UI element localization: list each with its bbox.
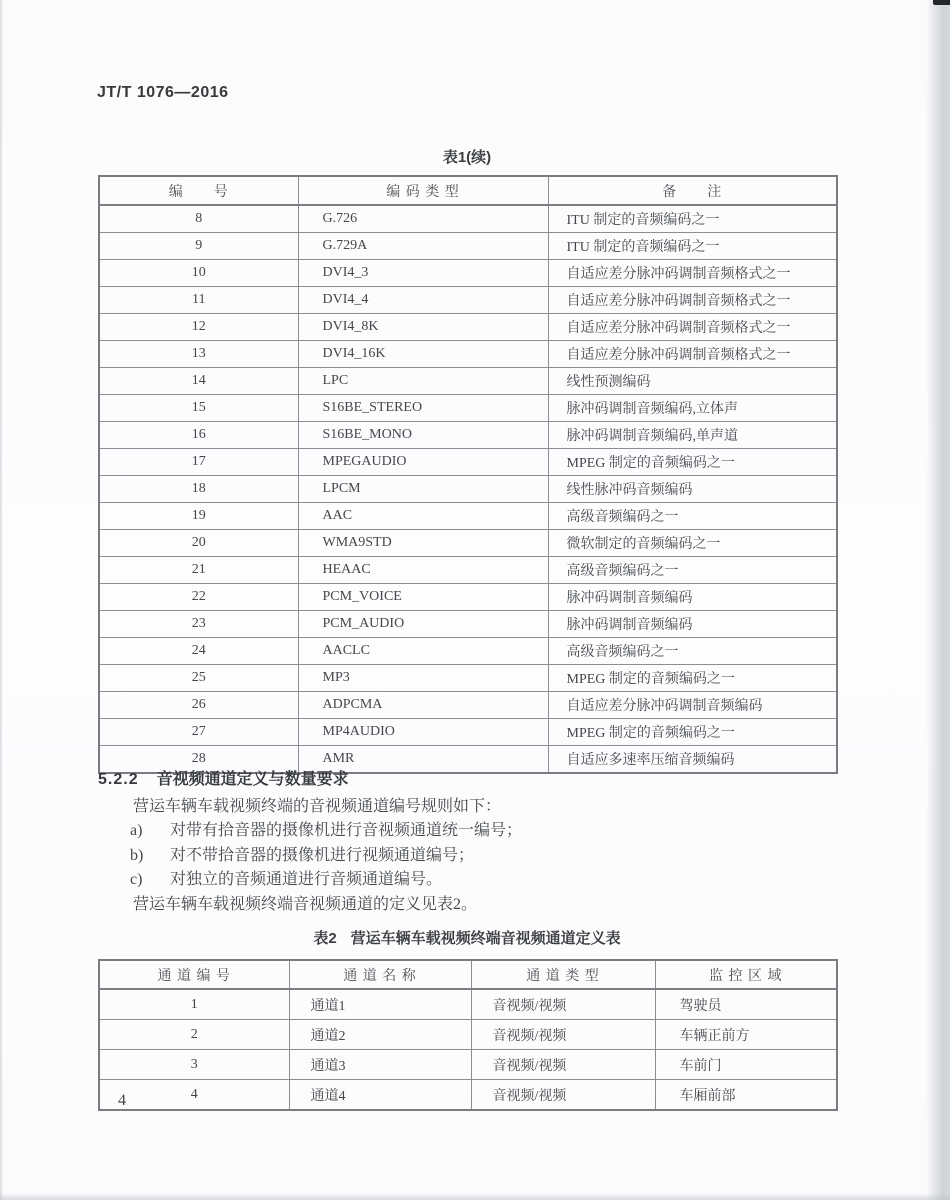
table-cell-codec-type: G.726 bbox=[298, 205, 548, 233]
table-cell-number: 23 bbox=[99, 611, 298, 638]
codec-table-header bbox=[99, 176, 837, 205]
table-cell-remark: 高级音频编码之一 bbox=[548, 638, 837, 665]
table-cell-remark: 线性脉冲码音频编码 bbox=[548, 476, 837, 503]
paragraph-line bbox=[98, 893, 840, 917]
table-header-row bbox=[99, 176, 837, 205]
table-cell-number: 13 bbox=[99, 341, 298, 368]
table-row bbox=[99, 638, 837, 665]
table-cell-remark: ITU 制定的音频编码之一 bbox=[548, 233, 837, 260]
table-row bbox=[99, 692, 837, 719]
table-cell-channel-name: 通道3 bbox=[289, 1050, 471, 1080]
paragraph-line-text: 对独立的音频通道进行音频通道编号。 bbox=[170, 871, 443, 889]
table-cell-codec-type: DVI4_4 bbox=[298, 287, 548, 314]
table-cell-codec-type: LPCM bbox=[298, 476, 548, 503]
table-header-cell: 通 道 类 型 bbox=[471, 960, 655, 989]
table-cell-remark: 自适应差分脉冲码调制音频格式之一 bbox=[548, 314, 837, 341]
paragraph-line bbox=[98, 844, 840, 868]
paragraph-line-text: 对带有拾音器的摄像机进行音视频通道统一编号； bbox=[170, 822, 523, 840]
table-cell-codec-type: G.729A bbox=[298, 233, 548, 260]
table-cell-remark: 高级音频编码之一 bbox=[548, 557, 837, 584]
table-cell-remark: 脉冲码调制音频编码 bbox=[548, 584, 837, 611]
scan-shadow-left-edge bbox=[0, 0, 3, 1200]
table-cell-number: 25 bbox=[99, 665, 298, 692]
paragraph-line bbox=[98, 795, 840, 819]
table-cell-channel-type: 音视频/视频 bbox=[471, 989, 655, 1020]
table-row bbox=[99, 1080, 837, 1111]
paragraph-line-text: 对不带拾音器的摄像机进行视频通道编号； bbox=[170, 846, 475, 864]
table-row bbox=[99, 557, 837, 584]
table-cell-channel-type: 音视频/视频 bbox=[471, 1050, 655, 1080]
table-cell-remark: MPEG 制定的音频编码之一 bbox=[548, 449, 837, 476]
table-cell-codec-type: ADPCMA bbox=[298, 692, 548, 719]
table-cell-codec-type: AMR bbox=[298, 746, 548, 774]
table-cell-remark: 脉冲码调制音频编码 bbox=[548, 611, 837, 638]
table2-caption-text: 营运车辆车载视频终端音视频通道定义表 bbox=[350, 930, 621, 947]
list-item-marker: b) bbox=[130, 846, 144, 864]
table-row bbox=[99, 989, 837, 1020]
table-row bbox=[99, 368, 837, 395]
table-cell-number: 10 bbox=[99, 260, 298, 287]
table-row bbox=[99, 395, 837, 422]
table-cell-codec-type: MPEGAUDIO bbox=[298, 449, 548, 476]
table-header-cell: 通 道 名 称 bbox=[289, 960, 471, 989]
scan-corner-mark bbox=[933, 0, 950, 5]
table-row bbox=[99, 233, 837, 260]
table-cell-codec-type: AACLC bbox=[298, 638, 548, 665]
section-title: 音视频通道定义与数量要求 bbox=[156, 771, 349, 788]
list-item-marker: c) bbox=[130, 871, 143, 889]
table-cell-codec-type: S16BE_MONO bbox=[298, 422, 548, 449]
table-cell-number: 9 bbox=[99, 233, 298, 260]
table-cell-number: 27 bbox=[99, 719, 298, 746]
table2-caption bbox=[98, 927, 836, 948]
table-cell-number: 20 bbox=[99, 530, 298, 557]
table-cell-remark: 脉冲码调制音频编码,单声道 bbox=[548, 422, 837, 449]
table-cell-codec-type: MP4AUDIO bbox=[298, 719, 548, 746]
table-cell-codec-type: PCM_AUDIO bbox=[298, 611, 548, 638]
table-row bbox=[99, 314, 837, 341]
table-cell-channel-number: 3 bbox=[99, 1050, 289, 1080]
table-cell-monitor-area: 驾驶员 bbox=[655, 989, 837, 1020]
table-cell-channel-number: 1 bbox=[99, 989, 289, 1020]
table-cell-number: 17 bbox=[99, 449, 298, 476]
table-row bbox=[99, 422, 837, 449]
table-header-row bbox=[99, 960, 837, 989]
paragraph-line-text: 营运车辆车载视频终端音视频通道的定义见表2。 bbox=[133, 895, 478, 913]
table-row bbox=[99, 260, 837, 287]
table-cell-channel-number: 2 bbox=[99, 1020, 289, 1050]
table-cell-number: 8 bbox=[99, 205, 298, 233]
channel-table-header bbox=[99, 960, 837, 989]
table-cell-number: 22 bbox=[99, 584, 298, 611]
scan-shadow-right-edge bbox=[926, 0, 950, 1200]
table-header-cell: 备 注 bbox=[548, 176, 837, 205]
table-header-cell: 编 码 类 型 bbox=[298, 176, 548, 205]
table-cell-remark: MPEG 制定的音频编码之一 bbox=[548, 665, 837, 692]
table-cell-number: 14 bbox=[99, 368, 298, 395]
section-heading bbox=[98, 766, 349, 789]
table2-caption-label: 表2 bbox=[313, 930, 337, 947]
table-cell-monitor-area: 车前门 bbox=[655, 1050, 837, 1080]
table-cell-channel-type: 音视频/视频 bbox=[471, 1020, 655, 1050]
table-cell-channel-name: 通道4 bbox=[289, 1080, 471, 1111]
codec-table bbox=[98, 175, 838, 774]
table-cell-monitor-area: 车辆正前方 bbox=[655, 1020, 837, 1050]
table-cell-remark: 自适应多速率压缩音频编码 bbox=[548, 746, 837, 774]
paragraph-line bbox=[98, 819, 840, 843]
table-cell-remark: 微软制定的音频编码之一 bbox=[548, 530, 837, 557]
table-cell-number: 21 bbox=[99, 557, 298, 584]
table-row bbox=[99, 1020, 837, 1050]
table-cell-remark: 自适应差分脉冲码调制音频格式之一 bbox=[548, 341, 837, 368]
table-cell-number: 11 bbox=[99, 287, 298, 314]
paragraph-line bbox=[98, 868, 840, 892]
table-cell-codec-type: PCM_VOICE bbox=[298, 584, 548, 611]
table-cell-remark: 脉冲码调制音频编码,立体声 bbox=[548, 395, 837, 422]
paragraph-line-text: 营运车辆车载视频终端的音视频通道编号规则如下： bbox=[133, 798, 502, 815]
table-row bbox=[99, 584, 837, 611]
channel-table bbox=[98, 959, 838, 1111]
table-cell-channel-type: 音视频/视频 bbox=[471, 1080, 655, 1111]
table-cell-number: 26 bbox=[99, 692, 298, 719]
table-cell-channel-name: 通道2 bbox=[289, 1020, 471, 1050]
table-row bbox=[99, 611, 837, 638]
table-cell-codec-type: LPC bbox=[298, 368, 548, 395]
table-cell-codec-type: DVI4_8K bbox=[298, 314, 548, 341]
table-cell-channel-number: 4 bbox=[99, 1080, 289, 1111]
codec-table-body bbox=[99, 205, 837, 773]
table-cell-remark: 自适应差分脉冲码调制音频格式之一 bbox=[548, 287, 837, 314]
table-row bbox=[99, 476, 837, 503]
table-cell-number: 24 bbox=[99, 638, 298, 665]
section-number: 5.2.2 bbox=[98, 771, 139, 788]
table-header-cell: 通 道 编 号 bbox=[99, 960, 289, 989]
table-cell-codec-type: MP3 bbox=[298, 665, 548, 692]
table-cell-number: 12 bbox=[99, 314, 298, 341]
table-cell-remark: 自适应差分脉冲码调制音频编码 bbox=[548, 692, 837, 719]
table-row bbox=[99, 287, 837, 314]
table-cell-remark: 线性预测编码 bbox=[548, 368, 837, 395]
table1-caption: 表1(续) bbox=[442, 149, 492, 166]
table-row bbox=[99, 530, 837, 557]
table-cell-number: 18 bbox=[99, 476, 298, 503]
table-cell-codec-type: WMA9STD bbox=[298, 530, 548, 557]
table-row bbox=[99, 341, 837, 368]
table-cell-number: 15 bbox=[99, 395, 298, 422]
table-cell-codec-type: HEAAC bbox=[298, 557, 548, 584]
table-cell-codec-type: S16BE_STEREO bbox=[298, 395, 548, 422]
table-cell-remark: ITU 制定的音频编码之一 bbox=[548, 205, 837, 233]
table-cell-remark: 高级音频编码之一 bbox=[548, 503, 837, 530]
table-cell-number: 28 bbox=[99, 746, 298, 774]
table-row bbox=[99, 1050, 837, 1080]
table-cell-remark: 自适应差分脉冲码调制音频格式之一 bbox=[548, 260, 837, 287]
table-cell-number: 19 bbox=[99, 503, 298, 530]
standard-number-header: JT/T 1076—2016 bbox=[97, 84, 229, 101]
channel-table-body bbox=[99, 989, 837, 1110]
table-cell-remark: MPEG 制定的音频编码之一 bbox=[548, 719, 837, 746]
table-cell-monitor-area: 车厢前部 bbox=[655, 1080, 837, 1111]
table-row bbox=[99, 449, 837, 476]
table-cell-codec-type: DVI4_16K bbox=[298, 341, 548, 368]
page-number: 4 bbox=[118, 1092, 126, 1109]
section-paragraph bbox=[98, 795, 840, 917]
table-cell-channel-name: 通道1 bbox=[289, 989, 471, 1020]
table-row bbox=[99, 719, 837, 746]
table-header-cell: 监 控 区 域 bbox=[655, 960, 837, 989]
table-cell-number: 16 bbox=[99, 422, 298, 449]
table-header-cell: 编 号 bbox=[99, 176, 298, 205]
table-cell-codec-type: AAC bbox=[298, 503, 548, 530]
scan-shadow-bottom-edge bbox=[0, 1193, 950, 1200]
table-row bbox=[99, 205, 837, 233]
list-item-marker: a) bbox=[130, 822, 143, 840]
table-row bbox=[99, 503, 837, 530]
table-cell-codec-type: DVI4_3 bbox=[298, 260, 548, 287]
table-row bbox=[99, 665, 837, 692]
